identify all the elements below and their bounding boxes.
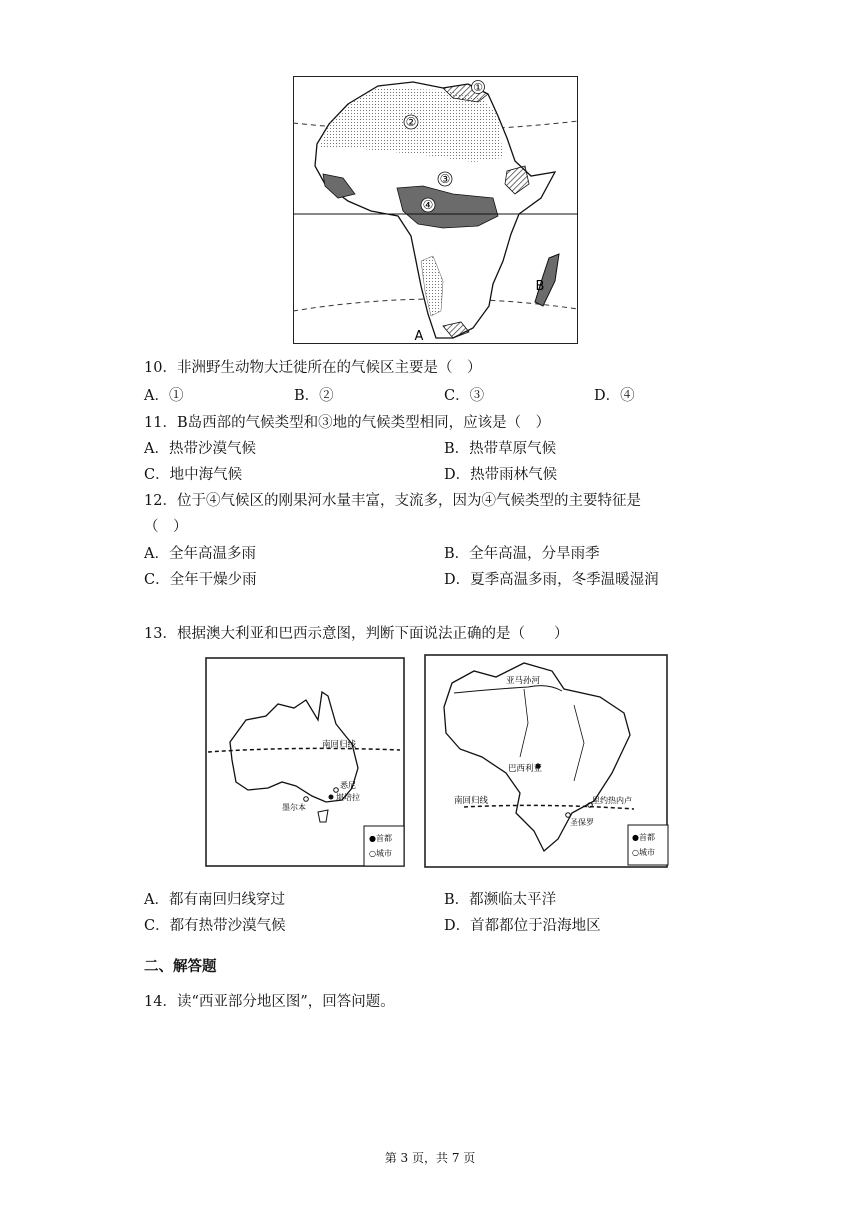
- africa-climate-map: [293, 76, 578, 344]
- label-2: ②: [405, 115, 417, 129]
- tasmania: [318, 810, 328, 822]
- question-10: 10．非洲野生动物大迁徙所在的气候区主要是（ ）: [144, 360, 482, 376]
- q11-option-c[interactable]: C．地中海气候: [144, 467, 243, 483]
- q13-option-a[interactable]: A．都有南回归线穿过: [144, 892, 285, 908]
- australia-city-melbourne: 墨尔本: [282, 803, 306, 812]
- question-13: 13．根据澳大利亚和巴西示意图，判断下面说法正确的是（ ）: [144, 626, 569, 642]
- australia-city-canberra: 堪培拉: [336, 793, 360, 802]
- page-footer: 第 3 页，共 7 页: [384, 1151, 476, 1165]
- question-12: 12．位于④气候区的刚果河水量丰富，支流多，因为④气候类型的主要特征是: [144, 493, 641, 509]
- brazil-legend-capital: ●首都: [632, 833, 655, 842]
- brazil-map: [424, 653, 670, 871]
- q10-option-a[interactable]: A．①: [144, 388, 184, 404]
- australia-city-sydney: 悉尼: [340, 781, 356, 790]
- label-3: ③: [439, 172, 451, 186]
- australia-legend-city: ○城市: [369, 849, 392, 858]
- australia-legend: [364, 826, 404, 866]
- brazil-legend: [628, 825, 668, 865]
- australia-map: [186, 650, 408, 872]
- label-4: ④: [422, 198, 434, 212]
- question-12-bracket: （ ）: [144, 519, 188, 535]
- canberra-marker: [329, 795, 334, 800]
- brazil-tropic-label: 南回归线: [454, 796, 489, 806]
- brazil-city-saopaulo: 圣保罗: [570, 818, 594, 827]
- brazil-river-label: 亚马孙河: [506, 676, 541, 686]
- q13-option-b[interactable]: B．都濒临太平洋: [444, 892, 557, 908]
- australia-legend-capital: ●首都: [369, 834, 392, 843]
- q10-option-b[interactable]: B．②: [294, 388, 334, 404]
- q10-option-c[interactable]: C．③: [444, 388, 485, 404]
- q10-option-d[interactable]: D．④: [594, 388, 635, 404]
- label-b: B: [535, 279, 545, 294]
- q12-option-d[interactable]: D．夏季高温多雨，冬季温暖湿润: [444, 572, 659, 588]
- question-14: 14．读“西亚部分地区图”，回答问题。: [144, 994, 395, 1010]
- label-1: ①: [473, 81, 483, 94]
- label-a: A: [414, 329, 424, 344]
- q11-option-b[interactable]: B．热带草原气候: [444, 441, 557, 457]
- q13-option-c[interactable]: C．都有热带沙漠气候: [144, 918, 286, 934]
- australia-tropic-label: 南回归线: [322, 740, 357, 750]
- q13-option-d[interactable]: D．首都都位于沿海地区: [444, 918, 601, 934]
- q12-option-b[interactable]: B．全年高温，分旱雨季: [444, 546, 600, 562]
- brazil-legend-city: ○城市: [632, 848, 655, 857]
- brazil-capital-label: 巴西利亚: [508, 764, 543, 774]
- q12-option-c[interactable]: C．全年干燥少雨: [144, 572, 257, 588]
- q11-option-d[interactable]: D．热带雨林气候: [444, 467, 558, 483]
- q12-option-a[interactable]: A．全年高温多雨: [144, 546, 256, 562]
- question-11: 11．B岛西部的气候类型和③地的气候类型相同，应该是（ ）: [144, 415, 551, 431]
- section-2-title: 二、解答题: [144, 959, 217, 975]
- brazil-city-rio: 里约热内卢: [592, 796, 632, 805]
- q11-option-a[interactable]: A．热带沙漠气候: [144, 441, 256, 457]
